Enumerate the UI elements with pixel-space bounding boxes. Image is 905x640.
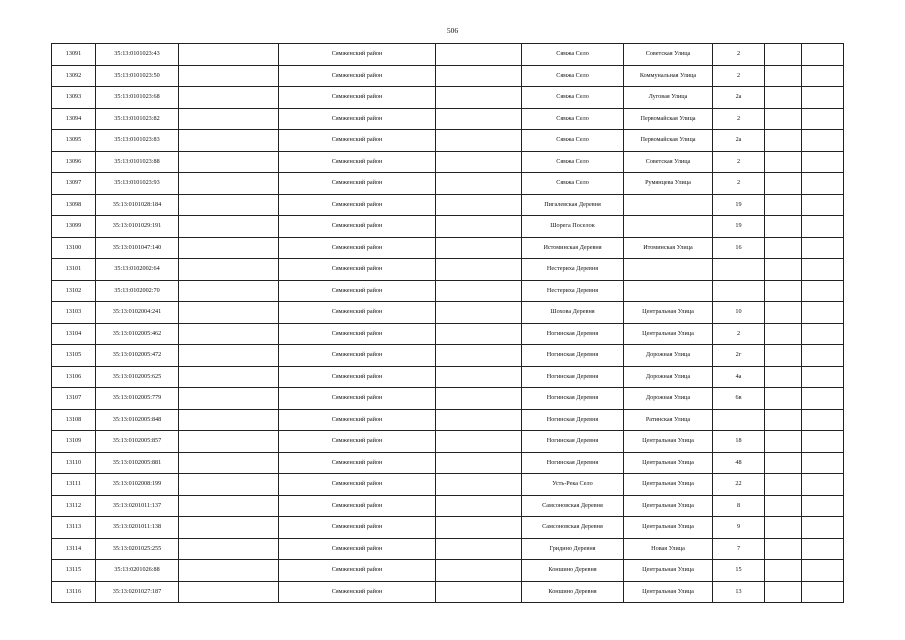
row-number-cell: 13101 — [52, 259, 96, 281]
empty-cell — [436, 237, 522, 259]
locality-cell: Пигалевская Деревня — [522, 194, 624, 216]
house-number-cell: 6в — [713, 388, 765, 410]
empty-cell — [179, 560, 279, 582]
district-cell: Сямженский район — [279, 151, 436, 173]
district-cell: Сямженский район — [279, 216, 436, 238]
empty-cell — [436, 345, 522, 367]
empty-cell — [765, 323, 802, 345]
empty-cell — [802, 409, 844, 431]
locality-cell: Ногинская Деревня — [522, 388, 624, 410]
street-cell: Центральная Улица — [624, 474, 713, 496]
empty-cell — [436, 173, 522, 195]
district-cell: Сямженский район — [279, 560, 436, 582]
table-row — [52, 431, 844, 453]
row-number-cell: 13095 — [52, 130, 96, 152]
empty-cell — [765, 517, 802, 539]
table-row — [52, 108, 844, 130]
cadastral-number-cell: 35:13:0102002:70 — [96, 280, 179, 302]
table-row — [52, 560, 844, 582]
page-number: 506 — [446, 26, 459, 35]
empty-cell — [765, 173, 802, 195]
locality-cell: Сямжа Село — [522, 87, 624, 109]
empty-cell — [436, 108, 522, 130]
empty-cell — [802, 194, 844, 216]
house-number-cell — [713, 259, 765, 281]
empty-cell — [436, 452, 522, 474]
empty-cell — [436, 517, 522, 539]
empty-cell — [802, 237, 844, 259]
street-cell — [624, 194, 713, 216]
district-cell: Сямженский район — [279, 108, 436, 130]
table-row — [52, 130, 844, 152]
empty-cell — [802, 366, 844, 388]
empty-cell — [802, 302, 844, 324]
empty-cell — [436, 538, 522, 560]
empty-cell — [765, 194, 802, 216]
cadastral-number-cell: 35:13:0201027:187 — [96, 581, 179, 603]
table-row — [52, 345, 844, 367]
empty-cell — [179, 194, 279, 216]
district-cell: Сямженский район — [279, 581, 436, 603]
empty-cell — [765, 87, 802, 109]
house-number-cell: 19 — [713, 194, 765, 216]
table-row — [52, 87, 844, 109]
empty-cell — [436, 560, 522, 582]
row-number-cell: 13116 — [52, 581, 96, 603]
empty-cell — [179, 538, 279, 560]
empty-cell — [179, 87, 279, 109]
locality-cell: Сямжа Село — [522, 108, 624, 130]
empty-cell — [802, 517, 844, 539]
row-number-cell: 13105 — [52, 345, 96, 367]
empty-cell — [436, 302, 522, 324]
street-cell: Центральная Улица — [624, 517, 713, 539]
cadastral-number-cell: 35:13:0102005:462 — [96, 323, 179, 345]
table-row — [52, 581, 844, 603]
empty-cell — [765, 108, 802, 130]
empty-cell — [802, 538, 844, 560]
empty-cell — [802, 345, 844, 367]
street-cell: Центральная Улица — [624, 431, 713, 453]
empty-cell — [179, 366, 279, 388]
table-row — [52, 216, 844, 238]
cadastral-number-cell: 35:13:0102002:64 — [96, 259, 179, 281]
empty-cell — [179, 345, 279, 367]
street-cell: Коммунальная Улица — [624, 65, 713, 87]
street-cell: Центральная Улица — [624, 581, 713, 603]
empty-cell — [436, 44, 522, 66]
row-number-cell: 13098 — [52, 194, 96, 216]
empty-cell — [179, 452, 279, 474]
cadastral-number-cell: 35:13:0101023:68 — [96, 87, 179, 109]
street-cell: Центральная Улица — [624, 452, 713, 474]
district-cell: Сямженский район — [279, 366, 436, 388]
house-number-cell: 2 — [713, 65, 765, 87]
empty-cell — [802, 323, 844, 345]
empty-cell — [765, 280, 802, 302]
empty-cell — [179, 259, 279, 281]
locality-cell: Сямжа Село — [522, 65, 624, 87]
row-number-cell: 13099 — [52, 216, 96, 238]
row-number-cell: 13100 — [52, 237, 96, 259]
row-number-cell: 13092 — [52, 65, 96, 87]
house-number-cell: 2 — [713, 323, 765, 345]
district-cell: Сямженский район — [279, 173, 436, 195]
locality-cell: Сямжа Село — [522, 173, 624, 195]
cadastral-number-cell: 35:13:0201011:138 — [96, 517, 179, 539]
district-cell: Сямженский район — [279, 431, 436, 453]
empty-cell — [436, 409, 522, 431]
cadastral-number-cell: 35:13:0101047:140 — [96, 237, 179, 259]
cadastral-number-cell: 35:13:0102005:848 — [96, 409, 179, 431]
cadastral-number-cell: 35:13:0102008:199 — [96, 474, 179, 496]
row-number-cell: 13102 — [52, 280, 96, 302]
street-cell: Дорожная Улица — [624, 345, 713, 367]
locality-cell: Ногинская Деревня — [522, 409, 624, 431]
empty-cell — [436, 87, 522, 109]
table-row — [52, 474, 844, 496]
registry-table — [51, 43, 844, 603]
house-number-cell: 19 — [713, 216, 765, 238]
empty-cell — [802, 452, 844, 474]
empty-cell — [802, 130, 844, 152]
district-cell: Сямженский район — [279, 44, 436, 66]
district-cell: Сямженский район — [279, 130, 436, 152]
empty-cell — [179, 581, 279, 603]
empty-cell — [765, 130, 802, 152]
row-number-cell: 13111 — [52, 474, 96, 496]
empty-cell — [765, 538, 802, 560]
locality-cell: Гридино Деревня — [522, 538, 624, 560]
street-cell: Советская Улица — [624, 151, 713, 173]
street-cell: Советская Улица — [624, 44, 713, 66]
house-number-cell: 2а — [713, 130, 765, 152]
empty-cell — [802, 65, 844, 87]
row-number-cell: 13112 — [52, 495, 96, 517]
house-number-cell: 7 — [713, 538, 765, 560]
empty-cell — [179, 409, 279, 431]
cadastral-number-cell: 35:13:0101023:43 — [96, 44, 179, 66]
house-number-cell: 15 — [713, 560, 765, 582]
street-cell — [624, 216, 713, 238]
empty-cell — [765, 151, 802, 173]
table-row — [52, 452, 844, 474]
table-row — [52, 259, 844, 281]
empty-cell — [765, 409, 802, 431]
empty-cell — [802, 388, 844, 410]
house-number-cell: 2г — [713, 345, 765, 367]
empty-cell — [765, 495, 802, 517]
locality-cell: Ногинская Деревня — [522, 431, 624, 453]
row-number-cell: 13103 — [52, 302, 96, 324]
empty-cell — [765, 44, 802, 66]
street-cell: Ратинская Улица — [624, 409, 713, 431]
locality-cell: Самсоновская Деревня — [522, 517, 624, 539]
house-number-cell: 2 — [713, 173, 765, 195]
row-number-cell: 13093 — [52, 87, 96, 109]
cadastral-number-cell: 35:13:0101023:83 — [96, 130, 179, 152]
empty-cell — [802, 495, 844, 517]
table-row — [52, 517, 844, 539]
house-number-cell: 4а — [713, 366, 765, 388]
house-number-cell: 2а — [713, 87, 765, 109]
empty-cell — [802, 581, 844, 603]
house-number-cell: 8 — [713, 495, 765, 517]
empty-cell — [436, 130, 522, 152]
cadastral-number-cell: 35:13:0102005:881 — [96, 452, 179, 474]
empty-cell — [765, 452, 802, 474]
locality-cell: Ногинская Деревня — [522, 345, 624, 367]
street-cell: Центральная Улица — [624, 302, 713, 324]
district-cell: Сямженский район — [279, 65, 436, 87]
empty-cell — [436, 323, 522, 345]
empty-cell — [179, 474, 279, 496]
empty-cell — [179, 517, 279, 539]
house-number-cell: 16 — [713, 237, 765, 259]
house-number-cell: 2 — [713, 44, 765, 66]
district-cell: Сямженский район — [279, 388, 436, 410]
table-body — [52, 44, 844, 603]
empty-cell — [765, 302, 802, 324]
cadastral-number-cell: 35:13:0101023:50 — [96, 65, 179, 87]
empty-cell — [436, 65, 522, 87]
locality-cell: Коншино Деревня — [522, 581, 624, 603]
empty-cell — [436, 216, 522, 238]
empty-cell — [802, 431, 844, 453]
table-row — [52, 495, 844, 517]
district-cell: Сямженский район — [279, 259, 436, 281]
district-cell: Сямженский район — [279, 538, 436, 560]
locality-cell: Сямжа Село — [522, 151, 624, 173]
empty-cell — [765, 345, 802, 367]
district-cell: Сямженский район — [279, 302, 436, 324]
empty-cell — [802, 173, 844, 195]
empty-cell — [802, 216, 844, 238]
district-cell: Сямженский район — [279, 409, 436, 431]
empty-cell — [765, 237, 802, 259]
street-cell: Румянцева Улица — [624, 173, 713, 195]
empty-cell — [179, 431, 279, 453]
table-row — [52, 388, 844, 410]
cadastral-number-cell: 35:13:0101023:88 — [96, 151, 179, 173]
empty-cell — [436, 280, 522, 302]
locality-cell: Нестериха Деревня — [522, 259, 624, 281]
empty-cell — [436, 495, 522, 517]
empty-cell — [436, 194, 522, 216]
empty-cell — [179, 388, 279, 410]
empty-cell — [802, 474, 844, 496]
cadastral-number-cell: 35:13:0102005:625 — [96, 366, 179, 388]
empty-cell — [179, 323, 279, 345]
cadastral-number-cell: 35:13:0102005:857 — [96, 431, 179, 453]
locality-cell: Нестериха Деревня — [522, 280, 624, 302]
empty-cell — [802, 280, 844, 302]
locality-cell: Ногинская Деревня — [522, 323, 624, 345]
house-number-cell: 9 — [713, 517, 765, 539]
row-number-cell: 13106 — [52, 366, 96, 388]
street-cell — [624, 280, 713, 302]
locality-cell: Сямжа Село — [522, 130, 624, 152]
empty-cell — [802, 87, 844, 109]
locality-cell: Шорега Поселок — [522, 216, 624, 238]
row-number-cell: 13091 — [52, 44, 96, 66]
empty-cell — [802, 560, 844, 582]
district-cell: Сямженский район — [279, 194, 436, 216]
table-row — [52, 538, 844, 560]
row-number-cell: 13113 — [52, 517, 96, 539]
empty-cell — [436, 366, 522, 388]
empty-cell — [179, 130, 279, 152]
empty-cell — [436, 431, 522, 453]
locality-cell: Истоминская Деревня — [522, 237, 624, 259]
district-cell: Сямженский район — [279, 280, 436, 302]
empty-cell — [436, 474, 522, 496]
row-number-cell: 13097 — [52, 173, 96, 195]
empty-cell — [179, 216, 279, 238]
locality-cell: Самсоновская Деревня — [522, 495, 624, 517]
empty-cell — [765, 581, 802, 603]
table-row — [52, 44, 844, 66]
empty-cell — [179, 151, 279, 173]
street-cell: Дорожная Улица — [624, 388, 713, 410]
empty-cell — [802, 44, 844, 66]
cadastral-number-cell: 35:13:0101023:82 — [96, 108, 179, 130]
table-row — [52, 65, 844, 87]
house-number-cell: 22 — [713, 474, 765, 496]
table-row — [52, 323, 844, 345]
street-cell: Дорожная Улица — [624, 366, 713, 388]
street-cell: Первомайская Улица — [624, 130, 713, 152]
empty-cell — [765, 65, 802, 87]
row-number-cell: 13115 — [52, 560, 96, 582]
row-number-cell: 13108 — [52, 409, 96, 431]
cadastral-number-cell: 35:13:0101023:93 — [96, 173, 179, 195]
cadastral-number-cell: 35:13:0101028:184 — [96, 194, 179, 216]
district-cell: Сямженский район — [279, 323, 436, 345]
street-cell: Луговая Улица — [624, 87, 713, 109]
cadastral-number-cell: 35:13:0102005:779 — [96, 388, 179, 410]
house-number-cell: 13 — [713, 581, 765, 603]
house-number-cell — [713, 409, 765, 431]
empty-cell — [179, 108, 279, 130]
row-number-cell: 13110 — [52, 452, 96, 474]
cadastral-number-cell: 35:13:0102005:472 — [96, 345, 179, 367]
district-cell: Сямженский район — [279, 474, 436, 496]
house-number-cell — [713, 280, 765, 302]
empty-cell — [765, 474, 802, 496]
empty-cell — [765, 431, 802, 453]
locality-cell: Ногинская Деревня — [522, 452, 624, 474]
street-cell: Центральная Улица — [624, 560, 713, 582]
empty-cell — [765, 366, 802, 388]
row-number-cell: 13096 — [52, 151, 96, 173]
cadastral-number-cell: 35:13:0101029:191 — [96, 216, 179, 238]
empty-cell — [436, 259, 522, 281]
row-number-cell: 13104 — [52, 323, 96, 345]
empty-cell — [436, 581, 522, 603]
cadastral-number-cell: 35:13:0201026:88 — [96, 560, 179, 582]
house-number-cell: 10 — [713, 302, 765, 324]
empty-cell — [179, 302, 279, 324]
street-cell: Первомайская Улица — [624, 108, 713, 130]
table-row — [52, 237, 844, 259]
table-row — [52, 173, 844, 195]
empty-cell — [765, 560, 802, 582]
empty-cell — [179, 280, 279, 302]
table-row — [52, 409, 844, 431]
locality-cell: Коншино Деревня — [522, 560, 624, 582]
street-cell — [624, 259, 713, 281]
empty-cell — [802, 259, 844, 281]
empty-cell — [802, 151, 844, 173]
empty-cell — [179, 237, 279, 259]
empty-cell — [802, 108, 844, 130]
table-row — [52, 366, 844, 388]
empty-cell — [436, 388, 522, 410]
table-row — [52, 194, 844, 216]
street-cell: Итоминская Улица — [624, 237, 713, 259]
empty-cell — [179, 495, 279, 517]
cadastral-number-cell: 35:13:0201011:137 — [96, 495, 179, 517]
empty-cell — [179, 173, 279, 195]
house-number-cell: 2 — [713, 108, 765, 130]
house-number-cell: 18 — [713, 431, 765, 453]
table-row — [52, 302, 844, 324]
street-cell: Новая Улица — [624, 538, 713, 560]
locality-cell: Шохова Деревня — [522, 302, 624, 324]
district-cell: Сямженский район — [279, 87, 436, 109]
row-number-cell: 13109 — [52, 431, 96, 453]
table-row — [52, 151, 844, 173]
district-cell: Сямженский район — [279, 517, 436, 539]
street-cell: Центральная Улица — [624, 495, 713, 517]
empty-cell — [765, 388, 802, 410]
district-cell: Сямженский район — [279, 237, 436, 259]
empty-cell — [179, 65, 279, 87]
house-number-cell: 48 — [713, 452, 765, 474]
row-number-cell: 13107 — [52, 388, 96, 410]
street-cell: Центральная Улица — [624, 323, 713, 345]
house-number-cell: 2 — [713, 151, 765, 173]
table-row — [52, 280, 844, 302]
district-cell: Сямженский район — [279, 452, 436, 474]
cadastral-number-cell: 35:13:0201025:255 — [96, 538, 179, 560]
locality-cell: Усть-Река Село — [522, 474, 624, 496]
locality-cell: Ногинская Деревня — [522, 366, 624, 388]
row-number-cell: 13094 — [52, 108, 96, 130]
empty-cell — [179, 44, 279, 66]
district-cell: Сямженский район — [279, 495, 436, 517]
empty-cell — [765, 259, 802, 281]
empty-cell — [436, 151, 522, 173]
district-cell: Сямженский район — [279, 345, 436, 367]
cadastral-number-cell: 35:13:0102004:241 — [96, 302, 179, 324]
row-number-cell: 13114 — [52, 538, 96, 560]
empty-cell — [765, 216, 802, 238]
locality-cell: Сямжа Село — [522, 44, 624, 66]
